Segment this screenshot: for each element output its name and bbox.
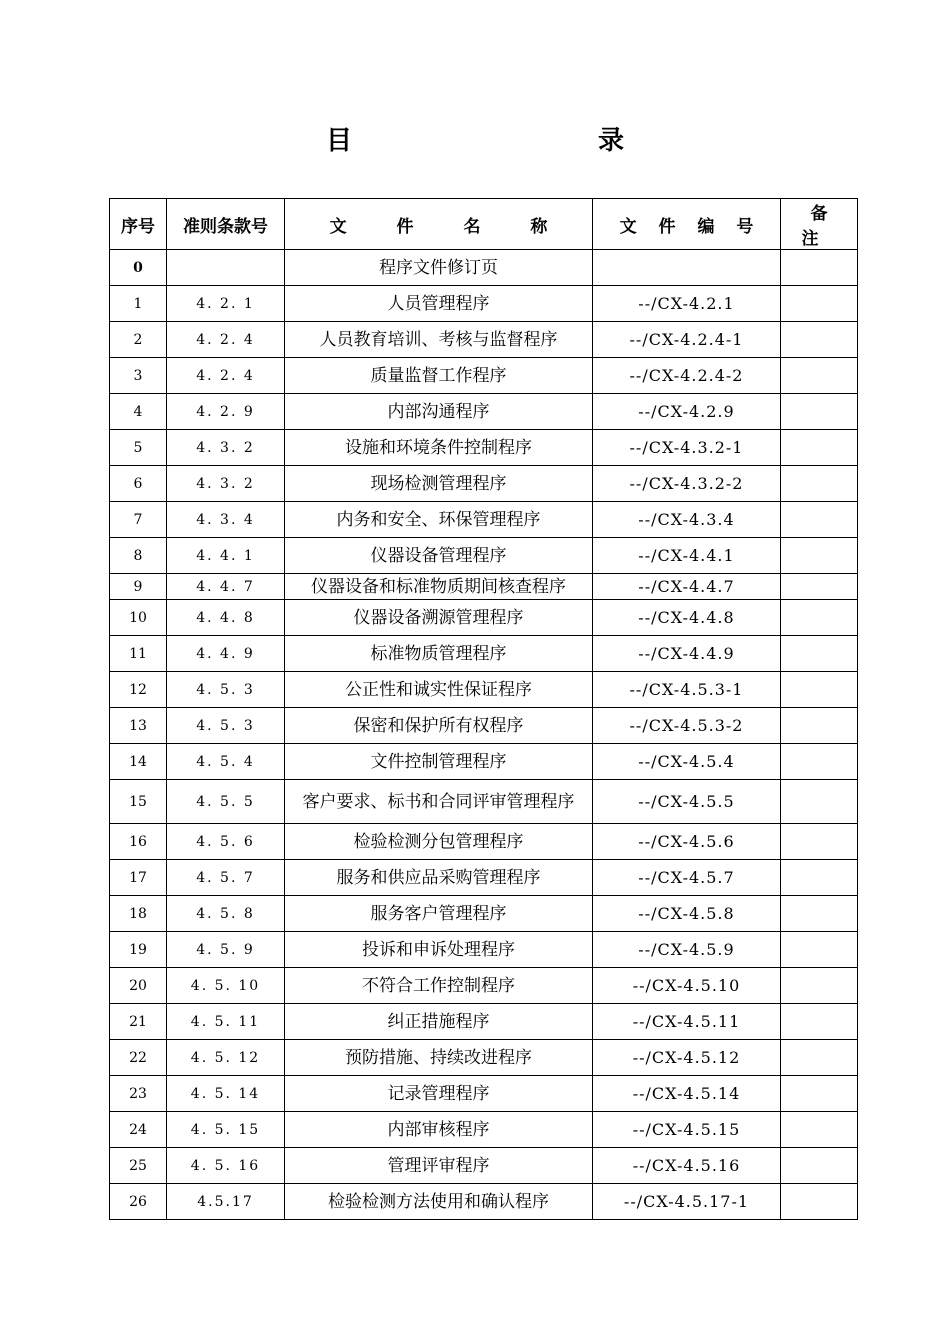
table-row: [110, 600, 858, 636]
document-code: [593, 250, 781, 286]
document-name: 纠正措施程序: [285, 1004, 593, 1040]
clause-number: 4. 5. 8: [167, 896, 285, 932]
document-code: --/CX-4.3.2-1: [593, 430, 781, 466]
table-row: [110, 574, 858, 600]
document-name: 检验检测分包管理程序: [285, 824, 593, 860]
document-code: --/CX-4.5.11: [593, 1004, 781, 1040]
document-name: 仪器设备和标准物质期间核查程序: [285, 574, 593, 600]
remark-cell: [781, 1076, 858, 1112]
table-row: [110, 322, 858, 358]
document-code: --/CX-4.2.1: [593, 286, 781, 322]
document-code: --/CX-4.5.14: [593, 1076, 781, 1112]
remark-cell: [781, 466, 858, 502]
clause-number: 4. 5. 4: [167, 744, 285, 780]
table-row: [110, 672, 858, 708]
table-row: [110, 708, 858, 744]
document-name: 内部审核程序: [285, 1112, 593, 1148]
remark-cell: [781, 1112, 858, 1148]
document-code: --/CX-4.4.7: [593, 574, 781, 600]
document-name: 程序文件修订页: [285, 250, 593, 286]
document-code: --/CX-4.5.3-2: [593, 708, 781, 744]
document-code: --/CX-4.5.5: [593, 780, 781, 824]
clause-number: 4. 4. 8: [167, 600, 285, 636]
document-code: --/CX-4.4.8: [593, 600, 781, 636]
document-name: 设施和环境条件控制程序: [285, 430, 593, 466]
row-number: 2: [110, 322, 167, 358]
row-number: 0: [110, 250, 167, 286]
table-row: [110, 250, 858, 286]
table-row: [110, 1040, 858, 1076]
header-clause: 准则条款号: [167, 199, 285, 250]
document-code: --/CX-4.5.3-1: [593, 672, 781, 708]
remark-cell: [781, 574, 858, 600]
toc-table: [109, 198, 858, 1220]
remark-cell: [781, 1040, 858, 1076]
row-number: 23: [110, 1076, 167, 1112]
remark-cell: [781, 968, 858, 1004]
document-code: --/CX-4.5.15: [593, 1112, 781, 1148]
remark-cell: [781, 1148, 858, 1184]
page-title: 目 录: [325, 126, 734, 156]
row-number: 12: [110, 672, 167, 708]
remark-cell: [781, 672, 858, 708]
document-name: 标准物质管理程序: [285, 636, 593, 672]
table-row: [110, 466, 858, 502]
remark-cell: [781, 1184, 858, 1220]
table-row: [110, 286, 858, 322]
clause-number: 4. 5. 7: [167, 860, 285, 896]
clause-number: [167, 250, 285, 286]
clause-number: 4. 5. 15: [167, 1112, 285, 1148]
remark-cell: [781, 1004, 858, 1040]
document-code: --/CX-4.5.9: [593, 932, 781, 968]
toc-body: [110, 250, 858, 1220]
row-number: 1: [110, 286, 167, 322]
document-code: --/CX-4.5.7: [593, 860, 781, 896]
row-number: 17: [110, 860, 167, 896]
clause-number: 4. 3. 4: [167, 502, 285, 538]
table-row: [110, 1148, 858, 1184]
row-number: 8: [110, 538, 167, 574]
remark-cell: [781, 250, 858, 286]
document-code: --/CX-4.3.4: [593, 502, 781, 538]
document-code: --/CX-4.5.4: [593, 744, 781, 780]
document-name: 文件控制管理程序: [285, 744, 593, 780]
table-row: [110, 502, 858, 538]
document-code: --/CX-4.5.17-1: [593, 1184, 781, 1220]
table-row: [110, 636, 858, 672]
document-name: 公正性和诚实性保证程序: [285, 672, 593, 708]
table-row: [110, 780, 858, 824]
clause-number: 4. 4. 9: [167, 636, 285, 672]
header-note: 备 注: [781, 199, 858, 250]
clause-number: 4. 2. 4: [167, 358, 285, 394]
clause-number: 4. 4. 1: [167, 538, 285, 574]
document-code: --/CX-4.2.4-2: [593, 358, 781, 394]
row-number: 20: [110, 968, 167, 1004]
row-number: 4: [110, 394, 167, 430]
clause-number: 4. 5. 14: [167, 1076, 285, 1112]
clause-number: 4. 5. 3: [167, 708, 285, 744]
document-name: 管理评审程序: [285, 1148, 593, 1184]
clause-number: 4. 2. 4: [167, 322, 285, 358]
document-name: 投诉和申诉处理程序: [285, 932, 593, 968]
clause-number: 4. 5. 5: [167, 780, 285, 824]
row-number: 21: [110, 1004, 167, 1040]
remark-cell: [781, 538, 858, 574]
remark-cell: [781, 358, 858, 394]
document-code: --/CX-4.2.4-1: [593, 322, 781, 358]
table-row: [110, 1184, 858, 1220]
remark-cell: [781, 430, 858, 466]
clause-number: 4. 5. 9: [167, 932, 285, 968]
row-number: 19: [110, 932, 167, 968]
remark-cell: [781, 322, 858, 358]
document-name: 记录管理程序: [285, 1076, 593, 1112]
header-code: 文 件 编 号: [593, 199, 781, 250]
document-name: 不符合工作控制程序: [285, 968, 593, 1004]
row-number: 9: [110, 574, 167, 600]
remark-cell: [781, 636, 858, 672]
clause-number: 4. 5. 6: [167, 824, 285, 860]
row-number: 11: [110, 636, 167, 672]
remark-cell: [781, 286, 858, 322]
clause-number: 4. 5. 12: [167, 1040, 285, 1076]
document-name: 内部沟通程序: [285, 394, 593, 430]
remark-cell: [781, 502, 858, 538]
header-row: [110, 199, 858, 250]
document-code: --/CX-4.4.9: [593, 636, 781, 672]
clause-number: 4. 5. 10: [167, 968, 285, 1004]
row-number: 16: [110, 824, 167, 860]
table-row: [110, 1076, 858, 1112]
table-row: [110, 358, 858, 394]
table-row: [110, 1004, 858, 1040]
remark-cell: [781, 824, 858, 860]
row-number: 13: [110, 708, 167, 744]
document-code: --/CX-4.5.8: [593, 896, 781, 932]
remark-cell: [781, 744, 858, 780]
table-row: [110, 1112, 858, 1148]
clause-number: 4. 3. 2: [167, 430, 285, 466]
clause-number: 4. 5. 3: [167, 672, 285, 708]
clause-number: 4. 5. 16: [167, 1148, 285, 1184]
document-name: 检验检测方法使用和确认程序: [285, 1184, 593, 1220]
document-code: --/CX-4.2.9: [593, 394, 781, 430]
table-row: [110, 932, 858, 968]
clause-number: 4.5.17: [167, 1184, 285, 1220]
row-number: 26: [110, 1184, 167, 1220]
remark-cell: [781, 860, 858, 896]
clause-number: 4. 2. 9: [167, 394, 285, 430]
row-number: 24: [110, 1112, 167, 1148]
header-name: 文 件 名 称: [285, 199, 593, 250]
row-number: 5: [110, 430, 167, 466]
document-name: 预防措施、持续改进程序: [285, 1040, 593, 1076]
document-name: 人员管理程序: [285, 286, 593, 322]
remark-cell: [781, 394, 858, 430]
document-code: --/CX-4.5.6: [593, 824, 781, 860]
document-name: 现场检测管理程序: [285, 466, 593, 502]
document-code: --/CX-4.5.16: [593, 1148, 781, 1184]
document-name: 质量监督工作程序: [285, 358, 593, 394]
row-number: 15: [110, 780, 167, 824]
document-code: --/CX-4.3.2-2: [593, 466, 781, 502]
table-row: [110, 968, 858, 1004]
document-name: 仪器设备溯源管理程序: [285, 600, 593, 636]
document-code: --/CX-4.5.12: [593, 1040, 781, 1076]
table-row: [110, 896, 858, 932]
clause-number: 4. 4. 7: [167, 574, 285, 600]
row-number: 25: [110, 1148, 167, 1184]
row-number: 10: [110, 600, 167, 636]
clause-number: 4. 3. 2: [167, 466, 285, 502]
table-row: [110, 430, 858, 466]
document-name: 内务和安全、环保管理程序: [285, 502, 593, 538]
row-number: 3: [110, 358, 167, 394]
row-number: 18: [110, 896, 167, 932]
document-name: 人员教育培训、考核与监督程序: [285, 322, 593, 358]
row-number: 6: [110, 466, 167, 502]
document-code: --/CX-4.5.10: [593, 968, 781, 1004]
clause-number: 4. 2. 1: [167, 286, 285, 322]
document-code: --/CX-4.4.1: [593, 538, 781, 574]
document-name: 服务客户管理程序: [285, 896, 593, 932]
document-name: 服务和供应品采购管理程序: [285, 860, 593, 896]
table-row: [110, 538, 858, 574]
row-number: 7: [110, 502, 167, 538]
table-row: [110, 824, 858, 860]
remark-cell: [781, 780, 858, 824]
remark-cell: [781, 600, 858, 636]
document-name: 仪器设备管理程序: [285, 538, 593, 574]
table-row: [110, 860, 858, 896]
table-row: [110, 394, 858, 430]
remark-cell: [781, 708, 858, 744]
row-number: 22: [110, 1040, 167, 1076]
row-number: 14: [110, 744, 167, 780]
document-name: 客户要求、标书和合同评审管理程序: [285, 780, 593, 824]
remark-cell: [781, 932, 858, 968]
document-name: 保密和保护所有权程序: [285, 708, 593, 744]
table-row: [110, 744, 858, 780]
clause-number: 4. 5. 11: [167, 1004, 285, 1040]
header-num: 序号: [110, 199, 167, 250]
remark-cell: [781, 896, 858, 932]
